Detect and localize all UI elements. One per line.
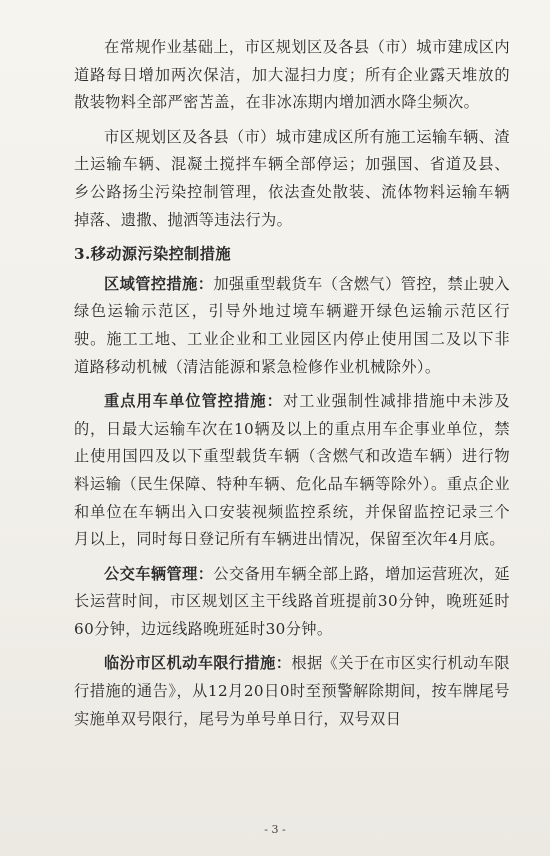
paragraph-vehicle-restriction [74, 650, 510, 733]
paragraph-text: 市区规划区及各县（市）城市建成区所有施工运输车辆、渣土运输车辆、混凝土搅拌车辆全部停运；加强国、省道及县、乡公路扬尘污染控制管理，依法查处散装、流体物料运输车辆掉落、遗撒、抛洒等违法行为。 [74, 127, 510, 229]
measure-text: 根据《关于在市区实行机动车限行措施的通告》，从12月20日0时至预警解除期间，按车牌尾号实施单双号限行，尾号为单号单日行，双号双日 [74, 654, 510, 728]
measure-lead: 区域管控措施： [104, 274, 214, 293]
paragraph-bus-management [74, 561, 510, 644]
measure-lead: 公交车辆管理： [104, 564, 214, 583]
paragraph-construction-vehicles [74, 124, 510, 234]
section-heading: 3.移动源污染控制措施 [74, 245, 231, 264]
measure-lead: 临汾市区机动车限行措施： [104, 654, 292, 673]
measure-text: 对工业强制性减排措施中未涉及的，日最大运输车次在10辆及以上的重点用车企事业单位，禁止使用国四及以下重型载货车辆（含燃气和改造车辆）进行物料运输（民生保障、特种车辆、危化品车辆等除外）。重点企业和单位在车辆出入口安装视频监控系统，并保留监控记录三个月以上，同时每日登记所有车辆进出情况，保留至次年4月底。 [74, 392, 510, 549]
paragraph-street-cleaning [74, 34, 510, 117]
measure-text: 加强重型载货车（含燃气）管控，禁止驶入绿色运输示范区，引导外地过境车辆避开绿色运输示范区行驶。施工工地、工业企业和工业园区内停止使用国二及以下非道路移动机械（清洁能源和紧急检修作业机械除外）。 [74, 274, 510, 376]
measure-lead: 重点用车单位管控措施： [104, 392, 283, 411]
paragraph-regional-control [74, 271, 510, 381]
paragraph-key-units-control [74, 388, 510, 554]
measure-text: 公交备用车辆全部上路，增加运营班次，延长运营时间，市区规划区主干线路首班提前30分钟，晚班延时60分钟，边远线路晚班延时30分钟。 [74, 564, 510, 638]
paragraph-text: 在常规作业基础上，市区规划区及各县（市）城市建成区内道路每日增加两次保洁，加大湿扫力度；所有企业露天堆放的散装物料全部严密苫盖，在非冰冻期内增加洒水降尘频次。 [74, 38, 510, 112]
page-number: - 3 - [264, 823, 286, 836]
